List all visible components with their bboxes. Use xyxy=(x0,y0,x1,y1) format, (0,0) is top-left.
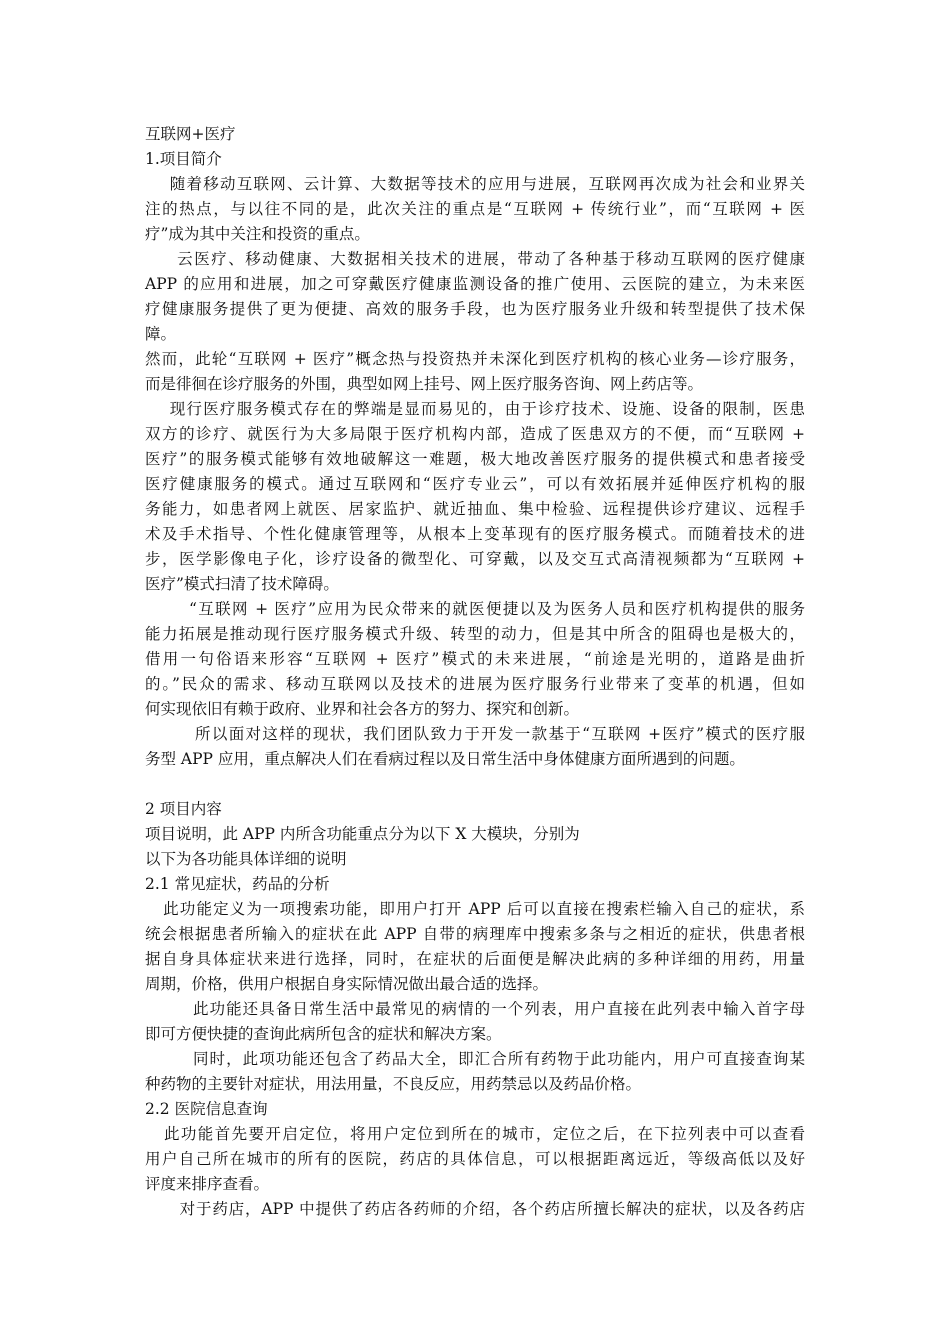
text-line: 项目说明，此 APP 内所含功能重点分为以下 X 大模块，分别为 xyxy=(145,825,580,843)
text-line: 疗”成为其中关注和投资的重点。 xyxy=(145,225,370,243)
text-line: APP 的应用和进展，加之可穿戴医疗健康监测设备的推广使用、云医院的建立，为未来医 xyxy=(145,275,805,293)
text-line: 对于药店，APP 中提供了药店各药师的介绍，各个药店所擅长解决的症状，以及各药店 xyxy=(145,1200,805,1218)
paragraph-intro-4 xyxy=(145,397,805,597)
text-line: 医疗”模式扫清了技术障碍。 xyxy=(145,575,339,593)
text-line: 周期，价格，供用户根据自身实际情况做出最合适的选择。 xyxy=(145,975,549,993)
text-line: 用户自己所在城市的所有的医院，药店的具体信息，可以根据距离远近，等级高低以及好 xyxy=(145,1150,805,1168)
paragraph-intro-5 xyxy=(145,597,805,722)
text-line: 评度来排序查看。 xyxy=(145,1175,270,1193)
document-title: 互联网+医疗 xyxy=(145,125,236,143)
text-line: 何实现依旧有赖于政府、业界和社会各方的努力、探究和创新。 xyxy=(145,700,580,718)
text-line: 双方的诊疗、就医行为大多局限于医疗机构内部，造成了医患双方的不便，而“互联网 + xyxy=(145,425,805,443)
text-line: 以下为各功能具体详细的说明 xyxy=(145,850,347,868)
paragraph-symptom-search xyxy=(145,897,805,997)
section-heading-2-2: 2.2 医院信息查询 xyxy=(145,1100,268,1118)
paragraph-pharmacy-info xyxy=(145,1197,805,1222)
paragraph-intro-3 xyxy=(145,347,805,397)
text-line: 此功能首先要开启定位，将用户定位到所在的城市，定位之后，在下拉列表中可以查看 xyxy=(145,1125,805,1143)
text-line: 障。 xyxy=(145,325,177,343)
text-line: 疗健康服务提供了更为便捷、高效的服务手段，也为医疗服务业升级和转型提供了技术保 xyxy=(145,300,805,318)
paragraph-intro-6 xyxy=(145,722,805,772)
text-line: 注的热点，与以往不同的是，此次关注的重点是“互联网 + 传统行业”，而“互联网 + 医 xyxy=(145,200,805,218)
text-line: 而是徘徊在诊疗服务的外围，典型如网上挂号、网上医疗服务咨询、网上药店等。 xyxy=(145,375,704,393)
document-body xyxy=(145,122,805,1222)
text-line: 务能力，如患者网上就医、居家监护、就近抽血、集中检验、远程提供诊疗建议、远程手 xyxy=(145,500,805,518)
paragraph-disease-list xyxy=(145,997,805,1047)
text-line: 能力拓展是推动现行医疗服务模式升级、转型的动力，但是其中所含的阻碍也是极大的， xyxy=(145,625,805,643)
text-line: 所以面对这样的现状，我们团队致力于开发一款基于“互联网 +医疗”模式的医疗服 xyxy=(145,725,805,743)
text-line: “互联网 + 医疗”应用为民众带来的就医便捷以及为医务人员和医疗机构提供的服务 xyxy=(145,600,805,618)
paragraph-intro-2 xyxy=(145,247,805,347)
text-line: 统会根据患者所输入的症状在此 APP 自带的病理库中搜索多条与之相近的症状，供患者根 xyxy=(145,925,805,943)
text-line: 云医疗、移动健康、大数据相关技术的进展，带动了各种基于移动互联网的医疗健康 xyxy=(145,250,805,268)
text-line: 种药物的主要针对症状，用法用量，不良反应，用药禁忌以及药品价格。 xyxy=(145,1075,642,1093)
paragraph-drug-database xyxy=(145,1047,805,1097)
text-line: 此功能定义为一项搜索功能，即用户打开 APP 后可以直接在搜索栏输入自己的症状，系 xyxy=(145,900,805,918)
text-line: 现行医疗服务模式存在的弊端是显而易见的，由于诊疗技术、设施、设备的限制，医患 xyxy=(145,400,805,418)
text-line: 随着移动互联网、云计算、大数据等技术的应用与进展，互联网再次成为社会和业界关 xyxy=(145,175,805,193)
paragraph-intro-1 xyxy=(145,172,805,247)
text-line: 即可方便快捷的查询此病所包含的症状和解决方案。 xyxy=(145,1025,502,1043)
text-line: 步，医学影像电子化，诊疗设备的微型化、可穿戴，以及交互式高清视频都为“互联网 + xyxy=(145,550,805,568)
section-heading-2-1: 2.1 常见症状，药品的分析 xyxy=(145,875,330,893)
text-line: 此功能还具备日常生活中最常见的病情的一个列表，用户直接在此列表中输入首字母 xyxy=(145,1000,805,1018)
text-line: 务型 APP 应用，重点解决人们在看病过程以及日常生活中身体健康方面所遇到的问题。 xyxy=(145,750,745,768)
text-line: 术及手术指导、个性化健康管理等，从根本上变革现有的医疗服务模式。而随着技术的进 xyxy=(145,525,805,543)
blank-line xyxy=(145,772,805,797)
section-heading-2: 2 项目内容 xyxy=(145,800,222,818)
text-line: 医疗健康服务的模式。通过互联网和“医疗专业云”，可以有效拓展并延伸医疗机构的服 xyxy=(145,475,805,493)
text-line: 据自身具体症状来进行选择，同时，在症状的后面便是解决此病的多种详细的用药，用量 xyxy=(145,950,805,968)
section-heading-1: 1.项目简介 xyxy=(145,150,222,168)
text-line: 的。”民众的需求、移动互联网以及技术的进展为医疗服务行业带来了变革的机遇，但如 xyxy=(145,675,805,693)
text-line: 同时，此项功能还包含了药品大全，即汇合所有药物于此功能内，用户可直接查询某 xyxy=(145,1050,805,1068)
text-line: 借用一句俗语来形容“互联网 + 医疗”模式的未来进展，“前途是光明的，道路是曲折 xyxy=(145,650,805,668)
text-line: 然而，此轮“互联网 + 医疗”概念热与投资热并未深化到医疗机构的核心业务—诊疗服务， xyxy=(145,350,805,368)
paragraph-hospital-query xyxy=(145,1122,805,1197)
text-line: 医疗”的服务模式能够有效地破解这一难题，极大地改善医疗服务的提供模式和患者接受 xyxy=(145,450,805,468)
